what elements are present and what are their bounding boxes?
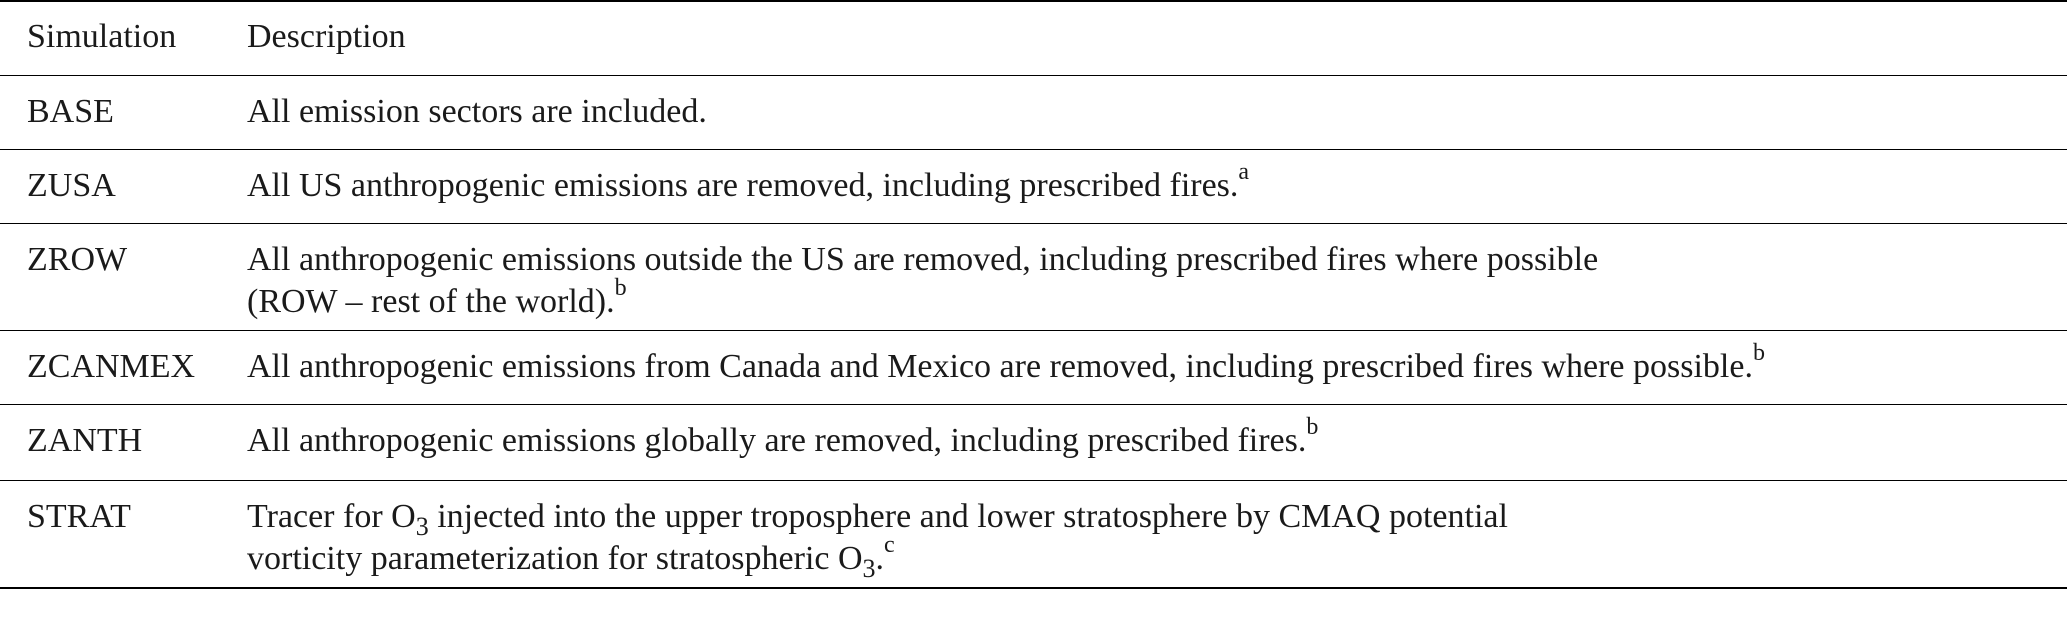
table-header — [0, 1, 2067, 75]
table-row — [0, 223, 2067, 330]
description-cell — [247, 330, 2067, 404]
description-cell — [247, 75, 2067, 149]
footnote-marker: b — [614, 275, 627, 302]
description-text: All US anthropogenic emissions are removed, including prescribed fires. — [247, 166, 1239, 204]
simulation-cell: ZROW — [27, 240, 128, 278]
table-row — [0, 480, 2067, 588]
description-text: (ROW – rest of the world). — [247, 282, 615, 320]
table-row — [0, 404, 2067, 480]
header-row — [0, 1, 2067, 75]
description-line-1: All anthropogenic emissions outside the US are removed, including prescribed fires where possible — [247, 240, 1599, 278]
description-cell — [247, 223, 2067, 330]
description-text: Tracer for O — [247, 497, 416, 535]
header-simulation: Simulation — [27, 18, 177, 55]
description-text: vorticity parameterization for stratospheric O — [247, 539, 863, 577]
description-text: . — [875, 539, 885, 577]
table-row — [0, 75, 2067, 149]
description-text: injected into the upper troposphere and lower stratosphere by CMAQ potential — [428, 497, 1508, 535]
footnote-marker: c — [884, 532, 895, 559]
footnote-marker: a — [1238, 159, 1250, 186]
simulation-cell: BASE — [27, 92, 114, 130]
table-row — [0, 330, 2067, 404]
simulation-cell: STRAT — [27, 497, 131, 535]
table-row — [0, 149, 2067, 223]
description-line-2 — [247, 532, 2059, 583]
description-cell — [247, 480, 2067, 588]
simulation-cell: ZANTH — [27, 421, 143, 459]
subscript: 3 — [415, 511, 429, 541]
description-line-1 — [247, 496, 2059, 541]
description-line-2 — [247, 275, 2059, 323]
simulation-cell: ZUSA — [27, 166, 116, 204]
table-body — [0, 75, 2067, 588]
description-text: All emission sectors are included. — [247, 92, 707, 130]
footnote-marker: b — [1306, 414, 1319, 441]
simulation-cell: ZCANMEX — [27, 347, 196, 385]
footnote-marker: b — [1752, 340, 1765, 367]
description-cell — [247, 404, 2067, 480]
description-text: All anthropogenic emissions from Canada and Mexico are removed, including prescribed fires where possible. — [247, 347, 1753, 385]
description-text: All anthropogenic emissions globally are removed, including prescribed fires. — [247, 421, 1307, 459]
subscript: 3 — [862, 553, 876, 583]
description-cell — [247, 149, 2067, 223]
header-description: Description — [247, 18, 406, 55]
